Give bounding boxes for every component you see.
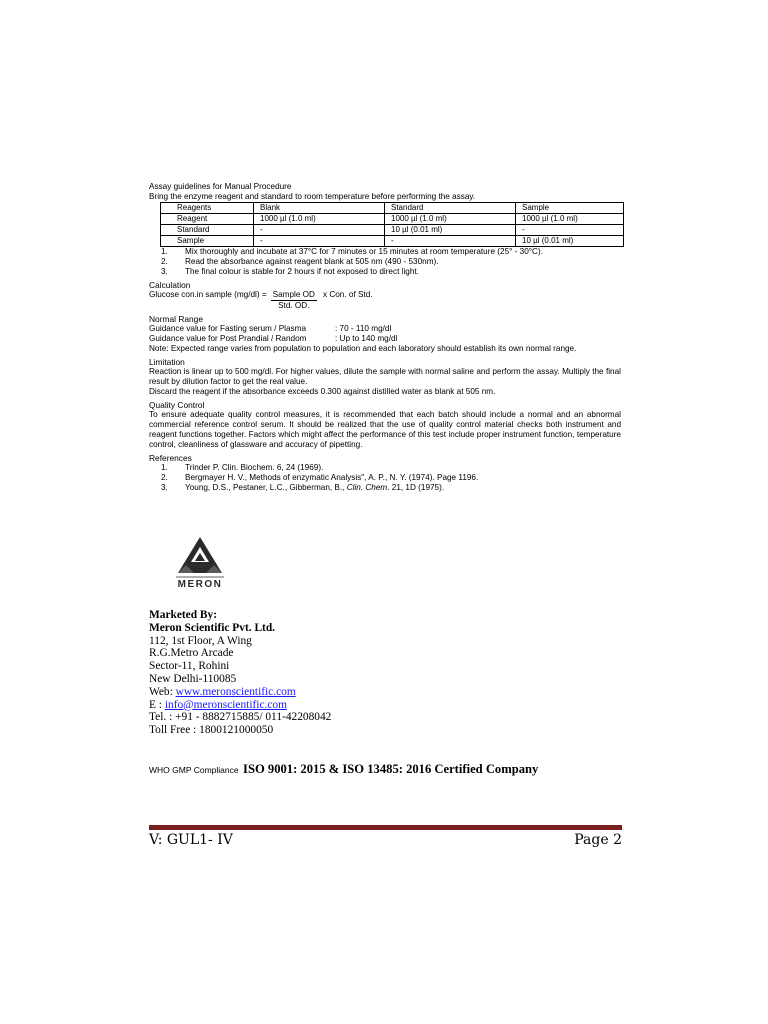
footer-rule (149, 825, 622, 830)
table-header: Reagents (161, 203, 254, 214)
table-cell: - (254, 236, 385, 247)
address-line: 112, 1st Floor, A Wing (149, 634, 252, 647)
meron-logo (164, 535, 236, 595)
marketed-label: Marketed By: (149, 609, 218, 621)
range-row: Guidance value for Post Prandial / Random : Up to 140 mg/dl (149, 334, 398, 343)
formula-suffix: x Con. of Std. (322, 290, 373, 299)
table-header: Blank (254, 203, 385, 214)
marketed-by-block (149, 609, 331, 737)
table-cell: 1000 µl (1.0 ml) (254, 214, 385, 225)
list-item: 3. Young, D.S., Pestaner, L.C., Gibberman, B., Clin. Chem. 21, 1D (1975). (161, 483, 445, 492)
table-cell: Standard (161, 225, 254, 236)
table-cell: 1000 µl (1.0 ml) (516, 214, 624, 225)
address-line: R.G.Metro Arcade (149, 647, 234, 660)
formula-prefix: Glucose con.in sample (mg/dl) = (149, 290, 267, 299)
list-item: 2. Read the absorbance against reagent blank at 505 nm (490 - 530nm). (161, 257, 439, 266)
limitation-heading: Limitation (149, 357, 185, 367)
email-line: E : info@meronscientific.com (149, 698, 287, 711)
references-list (149, 463, 621, 493)
table-cell: 10 µl (0.01 ml) (516, 236, 624, 247)
assay-intro: Bring the enzyme reagent and standard to room temperature before performing the assay. (149, 192, 476, 201)
limitation-text-2: Discard the reagent if the absorbance exceeds 0.300 against distilled water as blank at 505 nm. (149, 387, 496, 396)
table-header-row (161, 203, 624, 214)
table-cell: 1000 µl (1.0 ml) (385, 214, 516, 225)
normal-range-heading: Normal Range (149, 314, 203, 324)
assay-table (160, 202, 624, 247)
address-line: Sector-11, Rohini (149, 660, 230, 673)
table-row (161, 236, 624, 247)
calculation-heading: Calculation (149, 280, 191, 290)
logo-text: MERON (177, 579, 223, 590)
table-row (161, 225, 624, 236)
table-header: Standard (385, 203, 516, 214)
compliance-certification: ISO 9001: 2015 & ISO 13485: 2016 Certified Company (243, 762, 539, 776)
compliance-line (149, 760, 538, 778)
table-cell: - (516, 225, 624, 236)
company-name: Meron Scientific Pvt. Ltd. (149, 621, 276, 634)
assay-title: Assay guidelines for Manual Procedure (149, 182, 292, 191)
footer-version: V: GUL1- IV (149, 832, 233, 848)
website-link[interactable]: www.meronscientific.com (175, 685, 296, 698)
table-cell: - (385, 236, 516, 247)
table-cell: Sample (161, 236, 254, 247)
document-body (149, 182, 621, 493)
formula-fraction (271, 290, 317, 311)
compliance-small: WHO GMP Compliance (149, 765, 239, 775)
tollfree-line: Toll Free : 1800121000050 (149, 724, 274, 737)
list-item: 3. The final colour is stable for 2 hours if not exposed to direct light. (161, 267, 419, 276)
table-header: Sample (516, 203, 624, 214)
range-row: Guidance value for Fasting serum / Plasma : 70 - 110 mg/dl (149, 324, 392, 333)
web-line: Web: www.meronscientific.com (149, 685, 296, 698)
list-item: 1. Trinder P. Clin. Biochem. 6, 24 (1969). (161, 463, 324, 472)
list-item: 1. Mix thoroughly and incubate at 37°C for 7 minutes or 15 minutes at room temperature (25° - 30°C). (161, 247, 543, 256)
phone-line: Tel. : +91 - 8882715885/ 011-42208042 (149, 711, 332, 724)
email-link[interactable]: info@meronscientific.com (164, 698, 287, 711)
quality-control-heading: Quality Control (149, 400, 205, 410)
limitation-text: Reaction is linear up to 500 mg/dl. For higher values, dilute the sample with normal saline and perform the assay. Multiply the final result by dilution factor to get the real value. (149, 367, 621, 386)
address-line: New Delhi-110085 (149, 672, 237, 685)
table-row (161, 214, 624, 225)
formula-denominator: Std. OD. (278, 301, 310, 310)
assay-steps (149, 247, 621, 277)
table-cell: Reagent (161, 214, 254, 225)
calculation-formula (149, 290, 621, 311)
table-cell: - (254, 225, 385, 236)
formula-numerator: Sample OD (272, 290, 315, 299)
footer-page-number: Page 2 (574, 832, 622, 848)
range-note: Note: Expected range varies from population to population and each laboratory should establish its own normal range. (149, 344, 577, 353)
references-heading: References (149, 453, 192, 463)
quality-control-text: To ensure adequate quality control measures, it is recommended that each batch should include a normal and an abnormal commercial reference control serum. It should be realized that the use of quality control material checks both instrument and reagent functions together. Factors which might affect the performance of this test include proper instrument function, temperature control, cleanliness of glassware and accuracy of pipetting. (149, 410, 621, 449)
meron-triangle-icon (164, 535, 236, 595)
table-cell: 10 µl (0.01 ml) (385, 225, 516, 236)
list-item: 2. Bergmayer H. V., Methods of enzymatic Analysis", A. P., N. Y. (1974). Page 1196. (161, 473, 479, 482)
